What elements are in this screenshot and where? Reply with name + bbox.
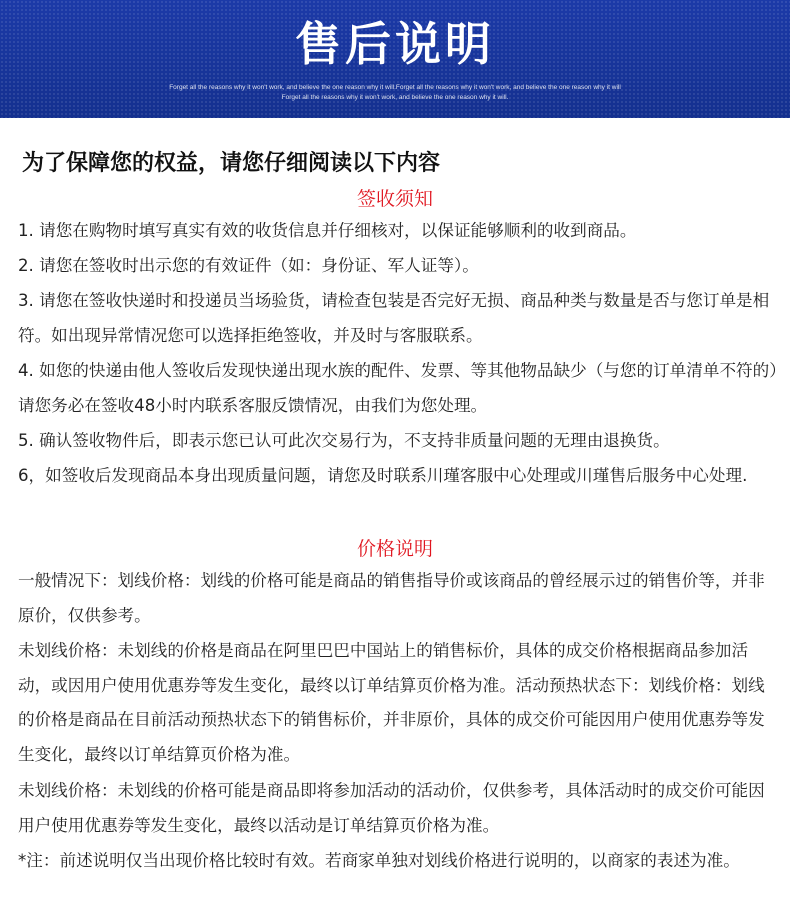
sign-item-5: 5. 确认签收物件后，即表示您已认可此次交易行为，不支持非质量问题的无理由退换货。	[18, 431, 670, 450]
sign-section-title: 签收须知	[356, 188, 433, 210]
sign-item-3: 3. 请您在签收快递时和投递员当场验货，请检查包装是否完好无损、商品种类与数量是否与您订单是相符。如出现异常情况您可以选择拒绝签收，并及时与客服联系。	[18, 291, 770, 345]
price-section-title: 价格说明	[356, 538, 433, 560]
sign-item-6: 6，如签收后发现商品本身出现质量问题，请您及时联系川瑾客服中心处理或川瑾售后服务中心处理.	[18, 466, 748, 485]
price-item-2: 未划线价格：未划线的价格是商品在阿里巴巴中国站上的销售标价，具体的成交价格根据商品参加活动，或因用户使用优惠券等发生变化，最终以订单结算页价格为准。活动预热状态下：划线价格：划线的价格是商品在目前活动预热状态下的销售标价，并非原价，具体的成交价可能因用户使用优惠券等发生变化，最终以订单结算页价格为准。	[18, 641, 765, 764]
main-heading: 为了保障您的权益，请您仔细阅读以下内容	[22, 151, 441, 176]
banner-subtitle-line2: Forget all the reasons why it won't work, and believe the one reason why it will.	[281, 94, 509, 101]
banner-title: 售后说明	[295, 17, 495, 71]
price-item-1: 一般情况下：划线价格：划线的价格可能是商品的销售指导价或该商品的曾经展示过的销售价等，并非原价，仅供参考。	[18, 571, 765, 625]
banner-subtitle-line1: Forget all the reasons why it won't work, and believe the one reason why it will.Forget all the reasons why it won't work, and believe the one reason why it will	[169, 84, 621, 91]
header-banner	[0, 0, 790, 118]
price-item-3: 未划线价格：未划线的价格可能是商品即将参加活动的活动价，仅供参考，具体活动时的成交价可能因用户使用优惠券等发生变化，最终以活动是订单结算页价格为准。	[18, 781, 765, 835]
sign-item-4: 4. 如您的快递由他人签收后发现快递出现水族的配件、发票、等其他物品缺少（与您的订单清单不符的）请您务必在签收48小时内联系客服反馈情况，由我们为您处理。	[18, 361, 778, 415]
sign-item-1: 1. 请您在购物时填写真实有效的收货信息并仔细核对，以保证能够顺利的收到商品。	[18, 221, 637, 240]
sign-item-2: 2. 请您在签收时出示您的有效证件（如：身份证、军人证等）。	[18, 256, 479, 275]
price-note: *注：前述说明仅当出现价格比较时有效。若商家单独对划线价格进行说明的，以商家的表述为准。	[18, 851, 740, 870]
